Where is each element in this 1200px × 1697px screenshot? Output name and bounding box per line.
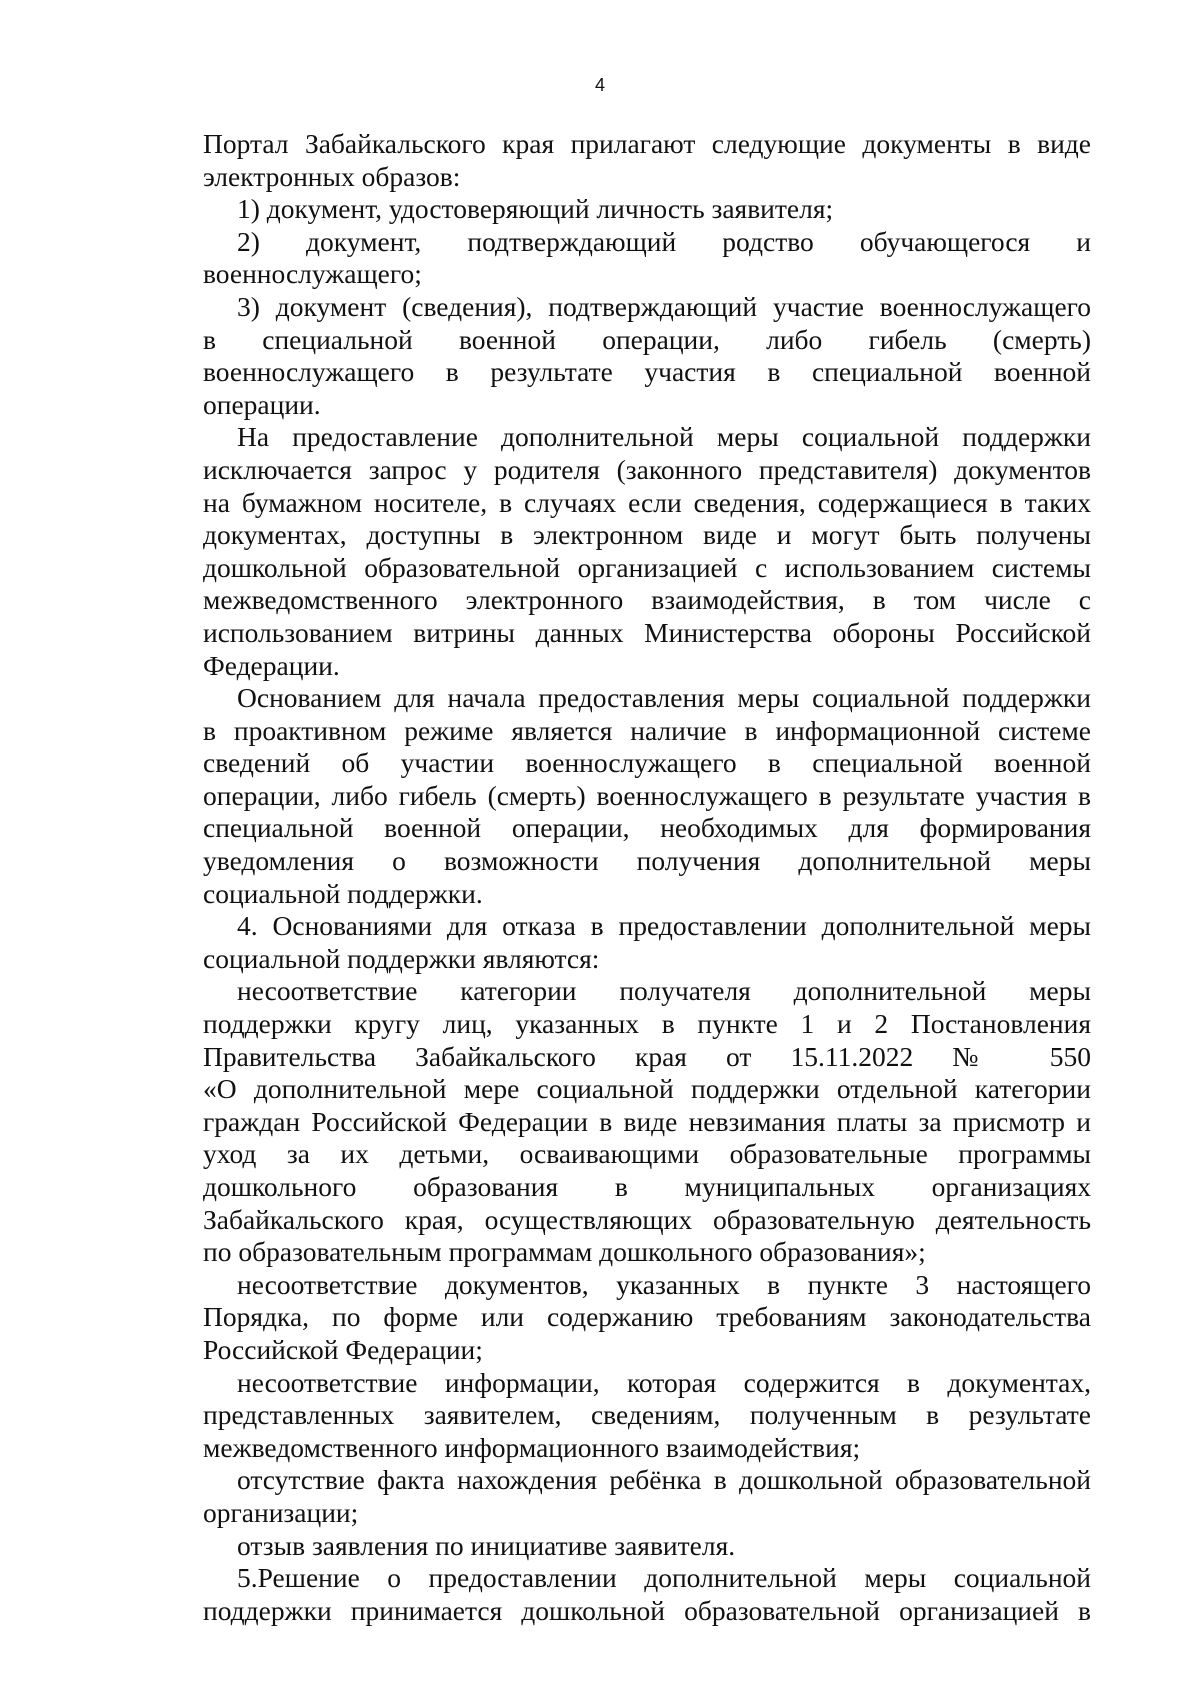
text-line: 5.Решение о предоставлении дополнительной меры социальной	[237, 1562, 1091, 1594]
text-line: представленных заявителем, сведениям, полученным в результате	[203, 1399, 1091, 1431]
paragraph	[203, 128, 1091, 193]
text-line: Основанием для начала предоставления меры социальной поддержки	[237, 682, 1091, 714]
text-line: по образовательным программам дошкольного образования»;	[203, 1236, 926, 1268]
paragraph	[203, 910, 1091, 975]
paragraph	[203, 975, 1091, 1268]
text-line: 4. Основаниями для отказа в предоставлении дополнительной меры	[237, 910, 1091, 942]
text-line: на бумажном носителе, в случаях если сведения, содержащиеся в таких	[203, 486, 1091, 518]
paragraph	[203, 1464, 1091, 1529]
text-line: Портал Забайкальского края прилагают следующие документы в виде	[203, 128, 1091, 159]
text-line: дошкольного образования в муниципальных организациях	[203, 1171, 1091, 1202]
text-line: отсутствие факта нахождения ребёнка в дошкольной образовательной	[237, 1464, 1091, 1496]
paragraph	[203, 421, 1091, 682]
text-line: несоответствие информации, которая содержится в документах,	[237, 1366, 1091, 1398]
text-line: поддержки принимается дошкольной образовательной организацией в	[203, 1594, 1091, 1626]
text-line: 3) документ (сведения), подтверждающий участие военнослужащего	[237, 290, 1091, 322]
text-line: социальной поддержки.	[203, 877, 483, 909]
paragraph	[203, 291, 1091, 421]
text-line: дошкольной образовательной организацией с использованием системы	[203, 551, 1091, 583]
paragraph	[203, 193, 1091, 226]
text-line: военнослужащего в результате участия в специальной военной	[203, 356, 1091, 388]
paragraph	[203, 1367, 1091, 1465]
text-line: уход за их детьми, осваивающими образовательные программы	[203, 1138, 1091, 1170]
text-line: 2) документ, подтверждающий родство обучающегося и	[237, 225, 1091, 257]
text-line: использованием витрины данных Министерства обороны Российской	[203, 616, 1091, 648]
text-line: граждан Российской Федерации в виде невзимания платы за присмотр и	[203, 1105, 1091, 1137]
text-line: несоответствие категории получателя дополнительной меры	[237, 975, 1091, 1007]
text-line: На предоставление дополнительной меры социальной поддержки	[237, 421, 1091, 453]
text-line: операции, либо гибель (смерть) военнослужащего в результате участия в	[203, 779, 1091, 811]
text-line: межведомственного электронного взаимодействия, в том числе с	[203, 584, 1091, 616]
text-line: специальной военной операции, необходимых для формирования	[203, 812, 1091, 844]
text-line: электронных образов:	[203, 160, 461, 192]
text-line: сведений об участии военнослужащего в специальной военной	[203, 747, 1091, 779]
paragraph	[203, 682, 1091, 910]
text-line: Забайкальского края, осуществляющих образовательную деятельность	[203, 1203, 1091, 1235]
text-line: Правительства Забайкальского края от 15.11.2022 № 550	[203, 1040, 1091, 1072]
paragraph	[203, 1269, 1091, 1367]
text-line: 1) документ, удостоверяющий личность заявителя;	[237, 193, 834, 225]
paragraph	[203, 1530, 1091, 1563]
text-line: Порядка, по форме или содержанию требованиям законодательства	[203, 1301, 1091, 1333]
text-line: социальной поддержки являются:	[203, 942, 600, 974]
text-line: уведомления о возможности получения дополнительной меры	[203, 845, 1091, 877]
text-line: поддержки кругу лиц, указанных в пункте 1 и 2 Постановления	[203, 1008, 1091, 1040]
text-line: Российской Федерации;	[203, 1333, 483, 1365]
text-line: организации;	[203, 1496, 359, 1528]
text-line: «О дополнительной мере социальной поддержки отдельной категории	[203, 1073, 1091, 1105]
text-line: Федерации.	[203, 649, 340, 681]
text-line: межведомственного информационного взаимодействия;	[203, 1431, 861, 1463]
page-number: 4	[594, 75, 605, 95]
paragraph	[203, 226, 1091, 291]
text-line: операции.	[203, 388, 321, 420]
document-body	[203, 128, 1091, 1627]
text-line: исключается запрос у родителя (законного представителя) документов	[203, 453, 1091, 485]
text-line: в проактивном режиме является наличие в информационной системе	[203, 714, 1091, 746]
text-line: военнослужащего;	[203, 258, 422, 290]
paragraph	[203, 1562, 1091, 1627]
text-line: в специальной военной операции, либо гибель (смерть)	[203, 323, 1091, 355]
text-line: документах, доступны в электронном виде и могут быть получены	[203, 519, 1091, 551]
text-line: отзыв заявления по инициативе заявителя.	[237, 1529, 736, 1561]
text-line: несоответствие документов, указанных в пункте 3 настоящего	[237, 1268, 1091, 1300]
